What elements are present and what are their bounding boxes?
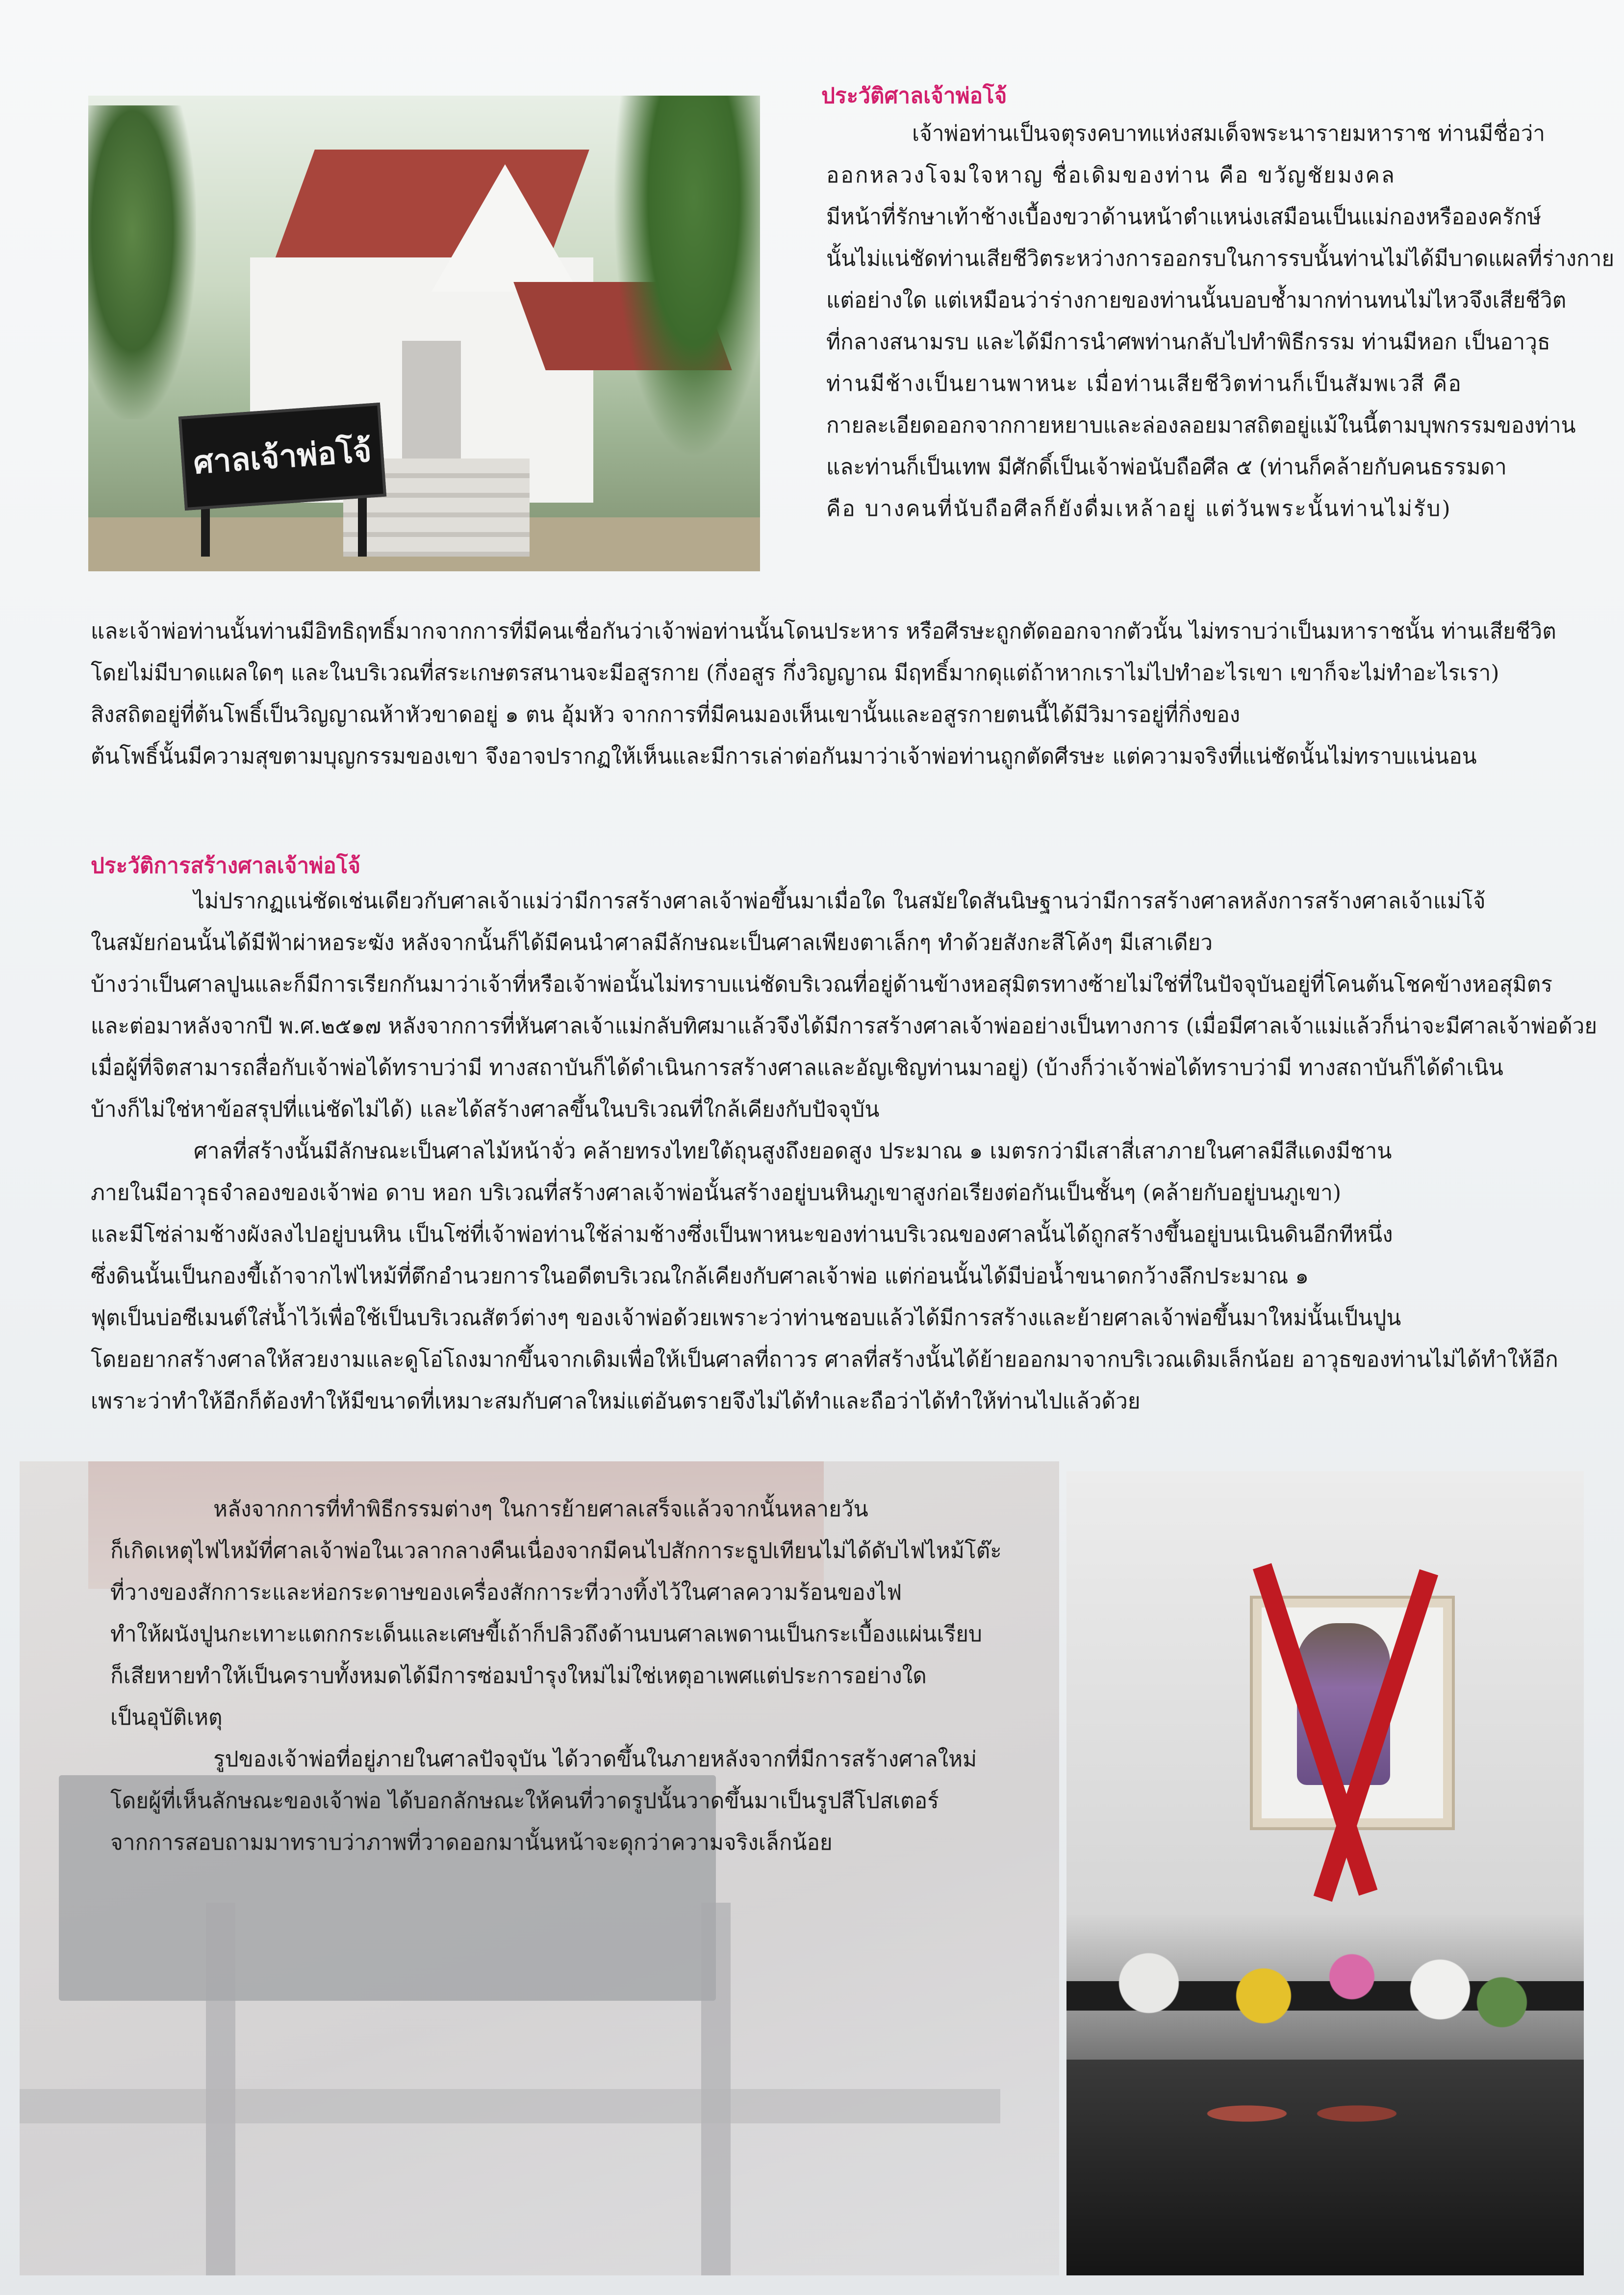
paragraph-line: คือ บางคนที่นับถือศีลก็ยังดื่มเหล้าอยู่ แต่วันพระนั้นท่านไม่รับ) [826,496,1452,521]
flower-offerings [1096,1932,1537,2060]
paragraph-line: เป็นอุบัติเหตุ [110,1705,223,1730]
tree-left [88,105,196,419]
paragraph-line: และเจ้าพ่อท่านนั้นท่านมีอิทธิฤทธิ์มากจากการที่มีคนเชื่อกันว่าเจ้าพ่อท่านนั้นโดนประหาร หรือศีรษะถูกตัดออกจากตัวนั้น ไม่ทราบว่าเป็นมหาราชนั้น ท่านเสียชีวิต [91,619,1556,644]
paragraph-line: นั้นไม่แน่ชัดท่านเสียชีวิตระหว่างการออกรบในการรบนั้นท่านไม่ได้มีบาดแผลที่ร่างกาย [826,246,1615,271]
paragraph-line: ศาลที่สร้างนั้นมีลักษณะเป็นศาลไม้หน้าจั่ว คล้ายทรงไทยใต้ถุนสูงถึงยอดสูง ประมาณ ๑ เมตรกว่ามีเสาสี่เสาภายในศาลมีสีแดงมีชาน [194,1139,1392,1164]
offering-vessels [1165,2074,1439,2153]
section3-body [110,1488,1002,1863]
paragraph-line: โดยอยากสร้างศาลให้สวยงามและดูโอ่โถงมากขึ้นจากเดิมเพื่อให้เป็นศาลที่ถาวร ศาลที่สร้างนั้นได้ย้ายออกมาจากบริเวณเดิมเล็กน้อย อาวุธของท่านไม่ได้ทำให้อีก [91,1347,1558,1372]
background-bar [20,2089,1000,2123]
paragraph-line: ซึ่งดินนั้นเป็นกองขี้เถ้าจากไฟไหม้ที่ตึกอำนวยการในอดีตบริเวณใกล้เคียงกับศาลเจ้าพ่อ แต่ก่อนนั้นได้มีบ่อน้ำขนาดกว้างลึกประมาณ ๑ [91,1264,1309,1289]
paragraph-line: ท่านมีช้างเป็นยานพาหนะ เมื่อท่านเสียชีวิตท่านก็เป็นสัมพเวสี คือ [826,371,1462,396]
paragraph-line: สิงสถิตอยู่ที่ต้นโพธิ์เป็นวิญญาณห้าหัวขาดอยู่ ๑ ตน อุ้มหัว จากการที่มีคนมองเห็นเขานั้นและอสูรกายตนนี้ได้มีวิมารอยู่ที่กิ่งของ [91,702,1241,727]
paragraph-line: ที่กลางสนามรบ และได้มีการนำศพท่านกลับไปทำพิธีกรรม ท่านมีหอก เป็นอาวุธ [826,330,1550,355]
shrine-sign [178,403,386,510]
paragraph-line: มีหน้าที่รักษาเท้าช้างเบื้องขวาด้านหน้าตำแหน่งเสมือนเป็นแม่กองหรือองครักษ์ [826,204,1542,230]
paragraph-line: และท่านก็เป็นเทพ มีศักดิ์เป็นเจ้าพ่อนับถือศีล ๕ (ท่านก็คล้ายกับคนธรรมดา [826,455,1507,480]
paragraph-line: โดยผู้ที่เห็นลักษณะของเจ้าพ่อ ได้บอกลักษณะให้คนที่วาดรูปนั้นวาดขึ้นมาเป็นรูปสีโปสเตอร์ [110,1788,939,1813]
paragraph-line: ที่วางของสักการะและห่อกระดาษของเครื่องสักการะที่วางทิ้งไว้ในศาลความร้อนของไฟ [110,1580,902,1605]
shrine-interior-photo [1066,1471,1584,2275]
paragraph-line: ทำให้ผนังปูนกะเทาะแตกกระเด็นและเศษขี้เถ้าก็ปลิวถึงด้านบนศาลเพดานเป็นกระเบื้องแผ่นเรียบ [110,1622,982,1647]
paragraph-line: หลังจากการที่ทำพิธีกรรมต่างๆ ในการย้ายศาลเสร็จแล้วจากนั้นหลายวัน [213,1497,868,1522]
paragraph-line: ต้นโพธิ์นั้นมีความสุขตามบุญกรรมของเขา จึงอาจปรากฏให้เห็นและมีการเล่าต่อกันมาว่าเจ้าพ่อท่านถูกตัดศีรษะ แต่ความจริงที่แน่ชัดนั้นไม่ทราบแน่นอน [91,744,1477,769]
paragraph-line: รูปของเจ้าพ่อที่อยู่ภายในศาลปัจจุบัน ได้วาดขึ้นในภายหลังจากที่มีการสร้างศาลใหม่ [213,1747,977,1772]
paragraph-line: ก็เสียหายทำให้เป็นคราบทั้งหมดได้มีการซ่อมบำรุงใหม่ไม่ใช่เหตุอาเพศแต่ประการอย่างใด [110,1663,927,1688]
section1-full-width [91,611,1556,777]
paragraph-line: ก็เกิดเหตุไฟไหม้ที่ศาลเจ้าพ่อในเวลากลางคืนเนื่องจากมีคนไปสักการะธูปเทียนไม่ได้ดับไฟไหม้โต๊ะ [110,1538,1002,1563]
paragraph-line: และต่อมาหลังจากปี พ.ศ.๒๕๑๗ หลังจากการที่หันศาลเจ้าแม่กลับทิศมาแล้วจึงได้มีการสร้างศาลเจ้าพ่ออย่างเป็นทางการ (เมื่อมีศาลเจ้าแม่แล้วก็น่าจะมีศาลเจ้าพ่อด้วย [91,1014,1598,1039]
paragraph-line: ภายในมีอาวุธจำลองของเจ้าพ่อ ดาบ หอก บริเวณที่สร้างศาลเจ้าพ่อนั้นสร้างอยู่บนหินภูเขาสูงก่อเรียงต่อกันเป็นชั้นๆ (คล้ายกับอยู่บนภูเขา) [91,1180,1342,1205]
paragraph-line: เจ้าพ่อท่านเป็นจตุรงคบาทแห่งสมเด็จพระนารายมหาราช ท่านมีชื่อว่า [912,121,1546,146]
paragraph-line: เพราะว่าทำให้อีกก็ต้องทำให้มีขนาดที่เหมาะสมกับศาลใหม่แต่อันตรายจึงไม่ได้ทำและถือว่าได้ทำให้ท่านไปแล้วด้วย [91,1389,1141,1414]
paragraph-line: และมีโซ่ล่ามช้างผังลงไปอยู่บนหิน เป็นโซ่ที่เจ้าพ่อท่านใช้ล่ามช้างซึ่งเป็นพาหนะของท่านบริเวณของศาลนั้นได้ถูกสร้างขึ้นอยู่บนเนินดินอีกทีหนึ่ง [91,1222,1393,1247]
shrine-door [402,341,461,468]
paragraph-line: แต่อย่างใด แต่เหมือนว่าร่างกายของท่านนั้นบอบช้ำมากท่านทนไม่ไหวจึงเสียชีวิต [826,288,1567,313]
section2-body [91,880,1597,1422]
section1-right-column [826,113,1614,530]
paragraph-line: เมื่อผู้ที่จิตสามารถสื่อกับเจ้าพ่อได้ทราบว่ามี ทางสถาบันก็ได้ดำเนินการสร้างศาลและอัญเชิญท่านมาอยู่) (บ้างก็ว่าเจ้าพ่อได้ทราบว่ามี ทางสถาบันก็ได้ดำเนิน [91,1055,1503,1080]
paragraph-line: ในสมัยก่อนนั้นได้มีฟ้าผ่าหอระฆัง หลังจากนั้นก็ได้มีคนนำศาลมีลักษณะเป็นศาลเพียงตาเล็กๆ ทำด้วยสังกะสีโค้งๆ มีเสาเดียว [91,930,1213,955]
paragraph-line: โดยไม่มีบาดแผลใดๆ และในบริเวณที่สระเกษตรสนานจะมีอสูรกาย (กึ่งอสูร กึ่งวิญญาณ มีฤทธิ์มากดุแต่ถ้าหากเราไม่ไปทำอะไรเขา เขาก็จะไม่ทำอะไรเรา) [91,661,1499,686]
section1-heading: ประวัติศาลเจ้าพ่อโจ้ [821,83,1007,108]
paragraph-line: ไม่ปรากฏแน่ชัดเช่นเดียวกับศาลเจ้าแม่ว่ามีการสร้างศาลเจ้าพ่อขึ้นมาเมื่อใด ในสมัยใดสันนิษฐานว่ามีการสร้างศาลหลังการสร้างศาลเจ้าแม่โจ้ [194,889,1486,914]
palm-tree [613,96,760,459]
paragraph-line: ออกหลวงโจมใจหาญ ชื่อเดิมของท่าน คือ ขวัญชัยมงคล [826,163,1396,188]
shrine-exterior-photo [88,96,760,571]
paragraph-line: จากการสอบถามมาทราบว่าภาพที่วาดออกมานั้นหน้าจะดุกว่าความจริงเล็กน้อย [110,1830,833,1855]
paragraph-line: บ้างก็ไม่ใช่หาข้อสรุปที่แน่ชัดไม่ได้) และได้สร้างศาลขึ้นในบริเวณที่ใกล้เคียงกับปัจจุบัน [91,1097,880,1122]
paragraph-line: กายละเอียดออกจากกายหยาบและล่องลอยมาสถิตอยู่แม้ในนี้ตามบุพกรรมของท่าน [826,413,1576,438]
paragraph-line: บ้างว่าเป็นศาลปูนและก็มีการเรียกกันมาว่าเจ้าที่หรือเจ้าพ่อนั้นไม่ทราบแน่ชัดบริเวณที่อยู่ด้านข้างหอสุมิตรทางซ้ายไม่ใช่ที่ในปัจจุบันอยู่ที่โคนต้นโชคข้างหอสุมิตร [91,972,1552,997]
section2-heading: ประวัติการสร้างศาลเจ้าพ่อโจ้ [91,853,361,878]
shrine-sign-text: ศาลเจ้าพ่อโจ้ [192,433,373,482]
paragraph-line: ฟุตเป็นบ่อซีเมนต์ใส่น้ำไว้เพื่อใช้เป็นบริเวณสัตว์ต่างๆ ของเจ้าพ่อด้วยเพราะว่าท่านชอบแล้วได้มีการสร้างและย้ายศาลเจ้าพ่อขึ้นมาใหม่นั้นเป็นปูน [91,1305,1401,1330]
